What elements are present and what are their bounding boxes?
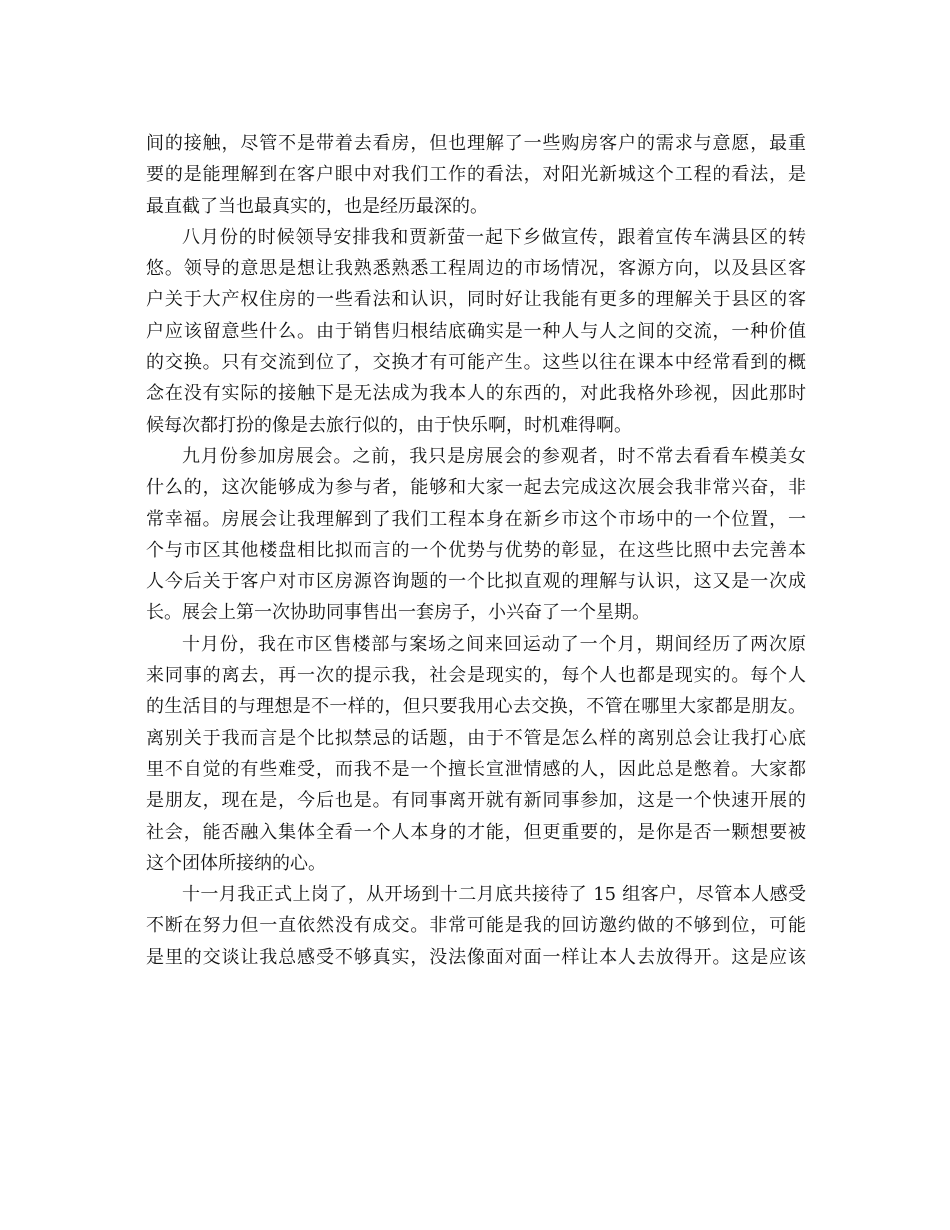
- text-line: 什么的，这次能够成为参与者，能够和大家一起去完成这次展会我非常兴奋，非: [146, 477, 806, 499]
- text-line: 这个团体所接纳的心。: [146, 852, 326, 874]
- text-line: 来同事的离去，再一次的提示我，社会是现实的，每个人也都是现实的。每个人: [146, 665, 806, 687]
- text-line: 的生活目的与理想是不一样的，但只要我用心去交换，不管在哪里大家都是朋友。: [146, 696, 806, 718]
- text-line: 长。展会上第一次协助同事售出一套房子，小兴奋了一个星期。: [146, 602, 650, 624]
- text-line: 里不自觉的有些难受，而我不是一个擅长宣泄情感的人，因此总是憋着。大家都: [146, 758, 806, 780]
- text-line: 常幸福。房展会让我理解到了我们工程本身在新乡市这个市场中的一个位置，一: [146, 508, 806, 530]
- text-line: 是朋友，现在是，今后也是。有同事离开就有新同事参加，这是一个快速开展的: [146, 790, 806, 812]
- text-line: 最直截了当也最真实的，也是经历最深的。: [146, 195, 488, 217]
- text-line: 人今后关于客户对市区房源咨询题的一个比拟直观的理解与认识，这又是一次成: [146, 571, 806, 593]
- text-line: 户应该留意些什么。由于销售归根结底确实是一种人与人之间的交流，一种价值: [146, 320, 806, 342]
- text-line: 间的接触，尽管不是带着去看房，但也理解了一些购房客户的需求与意愿，最重: [146, 133, 806, 154]
- text-line: 是里的交谈让我总感受不够真实，没法像面对面一样让本人去放得开。这是应该: [146, 946, 806, 968]
- body-text: [146, 128, 806, 973]
- text-line: 九月份参加房展会。之前，我只是房展会的参观者，时不常去看看车模美女: [182, 445, 806, 467]
- text-line: 户关于大产权住房的一些看法和认识，同时好让我能有更多的理解关于县区的客: [146, 289, 806, 311]
- text-line: 悠。领导的意思是想让我熟悉熟悉工程周边的市场情况，客源方向，以及县区客: [146, 258, 806, 280]
- text-line: 不断在努力但一直依然没有成交。非常可能是我的回访邀约做的不够到位，可能: [146, 915, 806, 937]
- text-line: 个与市区其他楼盘相比拟而言的一个优势与优势的彰显，在这些比照中去完善本: [146, 539, 806, 561]
- text-line: 要的是能理解到在客户眼中对我们工作的看法，对阳光新城这个工程的看法，是: [146, 164, 806, 186]
- text-line: 候每次都打扮的像是去旅行似的，由于快乐啊，时机难得啊。: [146, 414, 632, 436]
- text-line: 离别关于我而言是个比拟禁忌的话题，由于不管是怎么样的离别总会让我打心底: [146, 727, 806, 749]
- text-line: 社会，能否融入集体全看一个人本身的才能，但更重要的，是你是否一颗想要被: [146, 821, 806, 843]
- text-line: 念在没有实际的接触下是无法成为我本人的东西的，对此我格外珍视，因此那时: [146, 383, 806, 405]
- text-line: 的交换。只有交流到位了，交换才有可能产生。这些以往在课本中经常看到的概: [146, 352, 806, 374]
- text-line: 十月份，我在市区售楼部与案场之间来回运动了一个月，期间经历了两次原: [182, 633, 806, 655]
- text-line: 八月份的时候领导安排我和贾新萤一起下乡做宣传，跟着宣传车满县区的转: [182, 226, 806, 248]
- text-line: 十一月我正式上岗了，从开场到十二月底共接待了 15 组客户，尽管本人感受: [182, 884, 806, 906]
